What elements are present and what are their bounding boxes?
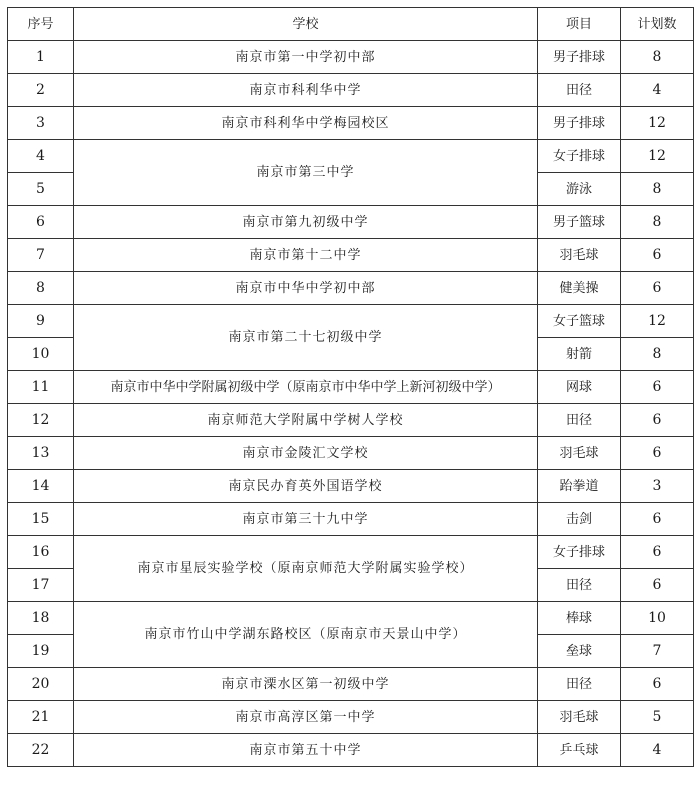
table-row — [8, 536, 694, 569]
row-index: 2 — [8, 74, 74, 107]
row-school: 南京市第三中学 — [74, 140, 538, 206]
row-index: 12 — [8, 404, 74, 437]
row-school: 南京市金陵汇文学校 — [74, 437, 538, 470]
row-quota: 10 — [621, 602, 694, 635]
row-index: 9 — [8, 305, 74, 338]
table-row — [8, 668, 694, 701]
row-school: 南京市第五十中学 — [74, 734, 538, 767]
table-row — [8, 239, 694, 272]
header-item: 项目 — [538, 8, 621, 41]
header-index: 序号 — [8, 8, 74, 41]
row-quota: 6 — [621, 503, 694, 536]
table-row — [8, 734, 694, 767]
header-school: 学校 — [74, 8, 538, 41]
row-school: 南京民办育英外国语学校 — [74, 470, 538, 503]
row-quota: 12 — [621, 305, 694, 338]
row-school: 南京市第三十九中学 — [74, 503, 538, 536]
row-index: 16 — [8, 536, 74, 569]
row-school: 南京市第二十七初级中学 — [74, 305, 538, 371]
table-row — [8, 437, 694, 470]
row-quota: 3 — [621, 470, 694, 503]
row-item: 田径 — [538, 569, 621, 602]
row-index: 14 — [8, 470, 74, 503]
row-quota: 6 — [621, 437, 694, 470]
row-quota: 8 — [621, 41, 694, 74]
row-school: 南京市第一中学初中部 — [74, 41, 538, 74]
row-item: 跆拳道 — [538, 470, 621, 503]
table-row — [8, 41, 694, 74]
row-index: 6 — [8, 206, 74, 239]
row-item: 网球 — [538, 371, 621, 404]
row-index: 3 — [8, 107, 74, 140]
row-index: 15 — [8, 503, 74, 536]
table-row — [8, 602, 694, 635]
row-item: 乒乓球 — [538, 734, 621, 767]
row-quota: 12 — [621, 140, 694, 173]
row-item: 田径 — [538, 668, 621, 701]
row-item: 男子排球 — [538, 107, 621, 140]
table-row — [8, 140, 694, 173]
table-row — [8, 107, 694, 140]
table-row — [8, 404, 694, 437]
row-index: 18 — [8, 602, 74, 635]
table-row — [8, 371, 694, 404]
table-row — [8, 272, 694, 305]
header-row — [8, 8, 694, 41]
row-index: 5 — [8, 173, 74, 206]
row-index: 20 — [8, 668, 74, 701]
row-item: 女子篮球 — [538, 305, 621, 338]
row-index: 19 — [8, 635, 74, 668]
row-item: 棒球 — [538, 602, 621, 635]
row-school: 南京市科利华中学梅园校区 — [74, 107, 538, 140]
row-quota: 4 — [621, 734, 694, 767]
row-quota: 7 — [621, 635, 694, 668]
row-school: 南京市第十二中学 — [74, 239, 538, 272]
row-index: 10 — [8, 338, 74, 371]
row-quota: 6 — [621, 272, 694, 305]
row-index: 4 — [8, 140, 74, 173]
row-item: 男子排球 — [538, 41, 621, 74]
row-quota: 6 — [621, 668, 694, 701]
row-index: 17 — [8, 569, 74, 602]
row-index: 11 — [8, 371, 74, 404]
row-school: 南京市中华中学初中部 — [74, 272, 538, 305]
row-quota: 6 — [621, 404, 694, 437]
row-item: 射箭 — [538, 338, 621, 371]
enrollment-table — [7, 7, 694, 767]
row-school: 南京市溧水区第一初级中学 — [74, 668, 538, 701]
row-school: 南京市中华中学附属初级中学（原南京市中华中学上新河初级中学） — [74, 371, 538, 404]
row-quota: 6 — [621, 239, 694, 272]
row-item: 男子篮球 — [538, 206, 621, 239]
row-index: 1 — [8, 41, 74, 74]
header-quota: 计划数 — [621, 8, 694, 41]
row-quota: 8 — [621, 206, 694, 239]
row-school: 南京市第九初级中学 — [74, 206, 538, 239]
row-school: 南京市星辰实验学校（原南京师范大学附属实验学校） — [74, 536, 538, 602]
row-school: 南京师范大学附属中学树人学校 — [74, 404, 538, 437]
row-quota: 12 — [621, 107, 694, 140]
row-item: 羽毛球 — [538, 437, 621, 470]
table-row — [8, 701, 694, 734]
row-item: 羽毛球 — [538, 239, 621, 272]
row-quota: 4 — [621, 74, 694, 107]
table-row — [8, 74, 694, 107]
row-item: 击剑 — [538, 503, 621, 536]
row-quota: 8 — [621, 338, 694, 371]
table-row — [8, 503, 694, 536]
row-index: 22 — [8, 734, 74, 767]
row-school: 南京市科利华中学 — [74, 74, 538, 107]
row-index: 7 — [8, 239, 74, 272]
row-item: 女子排球 — [538, 140, 621, 173]
row-quota: 8 — [621, 173, 694, 206]
row-item: 羽毛球 — [538, 701, 621, 734]
row-index: 8 — [8, 272, 74, 305]
row-index: 21 — [8, 701, 74, 734]
row-item: 健美操 — [538, 272, 621, 305]
row-quota: 5 — [621, 701, 694, 734]
table-row — [8, 206, 694, 239]
row-item: 田径 — [538, 74, 621, 107]
row-quota: 6 — [621, 569, 694, 602]
row-item: 田径 — [538, 404, 621, 437]
row-item: 游泳 — [538, 173, 621, 206]
row-school: 南京市竹山中学湖东路校区（原南京市天景山中学） — [74, 602, 538, 668]
row-quota: 6 — [621, 536, 694, 569]
table-row — [8, 470, 694, 503]
row-item: 女子排球 — [538, 536, 621, 569]
row-item: 垒球 — [538, 635, 621, 668]
row-index: 13 — [8, 437, 74, 470]
table-row — [8, 305, 694, 338]
row-school: 南京市高淳区第一中学 — [74, 701, 538, 734]
row-quota: 6 — [621, 371, 694, 404]
